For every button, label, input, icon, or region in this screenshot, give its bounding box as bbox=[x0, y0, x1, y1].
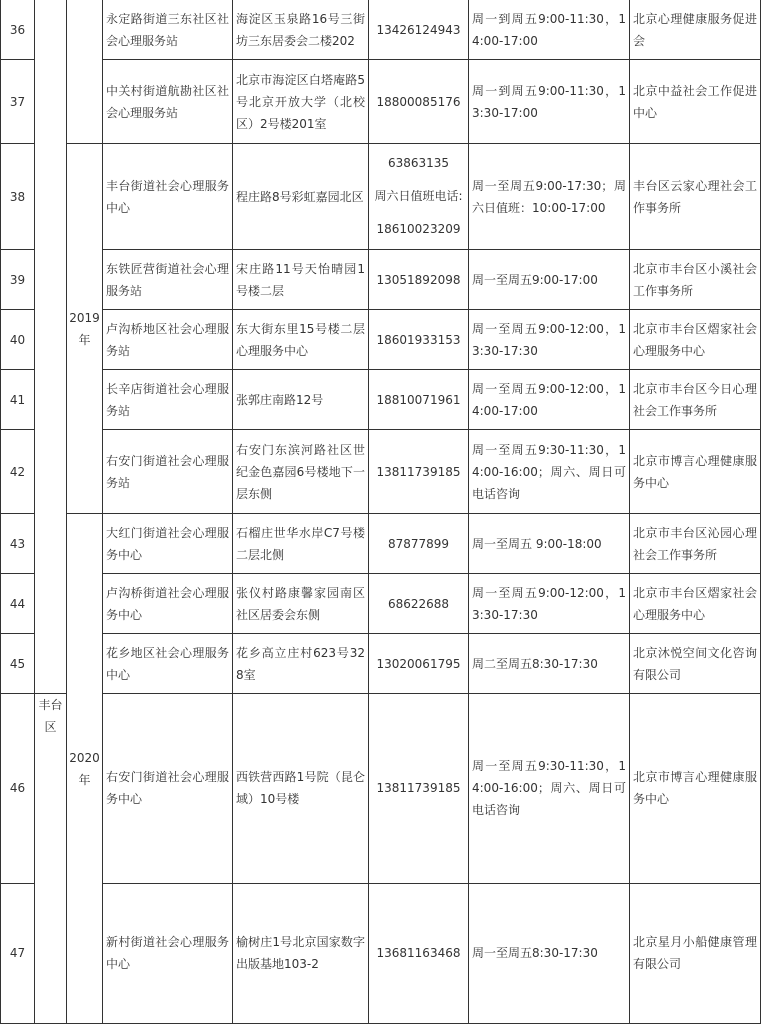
station-name: 大红门街道社会心理服务中心 bbox=[103, 514, 233, 574]
row-number: 39 bbox=[1, 250, 35, 310]
table-row bbox=[1, 514, 761, 574]
station-name: 右安门街道社会心理服务站 bbox=[103, 430, 233, 514]
phone-line: 13051892098 bbox=[376, 272, 461, 287]
service-org: 北京市丰台区沁园心理社会工作事务所 bbox=[630, 514, 761, 574]
table-row bbox=[1, 144, 761, 250]
table-row bbox=[1, 694, 761, 884]
row-number: 46 bbox=[1, 694, 35, 884]
table-row bbox=[1, 634, 761, 694]
service-org: 北京中益社会工作促进中心 bbox=[630, 60, 761, 144]
year-cell: 2020年 bbox=[67, 514, 103, 1024]
district-cell: 丰台区 bbox=[35, 694, 67, 1024]
station-phone bbox=[369, 60, 469, 144]
service-hours: 周一至周五9:00-17:30；周六日值班：10:00-17:00 bbox=[469, 144, 630, 250]
service-org: 北京市丰台区熠家社会心理服务中心 bbox=[630, 310, 761, 370]
service-org: 北京市丰台区小溪社会工作事务所 bbox=[630, 250, 761, 310]
table-row bbox=[1, 574, 761, 634]
phone-line: 68622688 bbox=[387, 596, 450, 611]
station-phone bbox=[369, 144, 469, 250]
service-hours: 周一到周五9:00-11:30，14:00-17:00 bbox=[469, 0, 630, 60]
phone-line: 13811739185 bbox=[376, 464, 461, 479]
station-name: 卢沟桥地区社会心理服务站 bbox=[103, 310, 233, 370]
service-hours: 周二至周五8:30-17:30 bbox=[469, 634, 630, 694]
row-number: 41 bbox=[1, 370, 35, 430]
table-row bbox=[1, 883, 761, 1023]
service-org: 北京沐悦空间文化咨询有限公司 bbox=[630, 634, 761, 694]
station-address: 张仪村路康馨家园南区社区居委会东侧 bbox=[233, 574, 369, 634]
station-phone bbox=[369, 0, 469, 60]
year-cell: 2019年 bbox=[67, 144, 103, 514]
station-name: 东铁匠营街道社会心理服务站 bbox=[103, 250, 233, 310]
row-number: 40 bbox=[1, 310, 35, 370]
phone-line: 18810071961 bbox=[376, 392, 461, 407]
station-address: 花乡高立庄村623号328室 bbox=[233, 634, 369, 694]
station-address: 东大街东里15号楼二层心理服务中心 bbox=[233, 310, 369, 370]
station-phone bbox=[369, 250, 469, 310]
phone-line: 周六日值班电话: bbox=[374, 189, 463, 203]
service-hours: 周一至周五9:00-12:00，13:30-17:30 bbox=[469, 310, 630, 370]
station-name: 长辛店街道社会心理服务站 bbox=[103, 370, 233, 430]
row-number: 44 bbox=[1, 574, 35, 634]
table-row bbox=[1, 370, 761, 430]
service-org: 北京市博言心理健康服务中心 bbox=[630, 430, 761, 514]
table-row bbox=[1, 310, 761, 370]
station-phone bbox=[369, 634, 469, 694]
service-org: 北京市博言心理健康服务中心 bbox=[630, 694, 761, 884]
station-phone bbox=[369, 883, 469, 1023]
station-phone bbox=[369, 370, 469, 430]
station-address: 程庄路8号彩虹嘉园北区 bbox=[233, 144, 369, 250]
row-number: 43 bbox=[1, 514, 35, 574]
row-number: 42 bbox=[1, 430, 35, 514]
year-cell bbox=[67, 0, 103, 144]
phone-line: 63863135 bbox=[387, 156, 450, 170]
station-name: 卢沟桥街道社会心理服务中心 bbox=[103, 574, 233, 634]
service-hours: 周一至周五9:00-12:00，14:00-17:00 bbox=[469, 370, 630, 430]
station-address: 张郭庄南路12号 bbox=[233, 370, 369, 430]
phone-line: 87877899 bbox=[387, 536, 450, 551]
row-number: 38 bbox=[1, 144, 35, 250]
phone-line: 18800085176 bbox=[376, 94, 461, 109]
station-address: 海淀区玉泉路16号三街坊三东居委会二楼202 bbox=[233, 0, 369, 60]
station-name: 新村街道社会心理服务中心 bbox=[103, 883, 233, 1023]
service-org: 北京市丰台区熠家社会心理服务中心 bbox=[630, 574, 761, 634]
table-row bbox=[1, 250, 761, 310]
service-hours: 周一至周五9:30-11:30，14:00-16:00；周六、周日可电话咨询 bbox=[469, 430, 630, 514]
station-address: 榆树庄1号北京国家数字出版基地103-2 bbox=[233, 883, 369, 1023]
station-address: 右安门东滨河路社区世纪金色嘉园6号楼地下一层东侧 bbox=[233, 430, 369, 514]
station-name: 花乡地区社会心理服务中心 bbox=[103, 634, 233, 694]
phone-line: 13426124943 bbox=[376, 22, 461, 37]
station-address: 石榴庄世华水岸C7号楼二层北侧 bbox=[233, 514, 369, 574]
station-phone bbox=[369, 694, 469, 884]
station-name: 丰台街道社会心理服务中心 bbox=[103, 144, 233, 250]
service-hours: 周一至周五9:30-11:30，14:00-16:00；周六、周日可电话咨询 bbox=[469, 694, 630, 884]
table-row bbox=[1, 430, 761, 514]
table-body bbox=[1, 0, 761, 1024]
service-org: 北京星月小船健康管理有限公司 bbox=[630, 883, 761, 1023]
service-hours: 周一至周五9:00-17:00 bbox=[469, 250, 630, 310]
service-org: 北京市丰台区今日心理社会工作事务所 bbox=[630, 370, 761, 430]
station-address: 宋庄路11号天怡晴园1号楼二层 bbox=[233, 250, 369, 310]
station-phone bbox=[369, 310, 469, 370]
table-row bbox=[1, 0, 761, 60]
row-number: 45 bbox=[1, 634, 35, 694]
table-row bbox=[1, 60, 761, 144]
station-address: 西铁营西路1号院（昆仑域）10号楼 bbox=[233, 694, 369, 884]
row-number: 36 bbox=[1, 0, 35, 60]
station-phone bbox=[369, 514, 469, 574]
station-phone bbox=[369, 430, 469, 514]
service-org: 北京心理健康服务促进会 bbox=[630, 0, 761, 60]
phone-line: 13811739185 bbox=[376, 781, 461, 796]
service-hours: 周一到周五9:00-11:30，13:30-17:00 bbox=[469, 60, 630, 144]
phone-line: 18601933153 bbox=[376, 332, 461, 347]
service-hours: 周一至周五8:30-17:30 bbox=[469, 883, 630, 1023]
station-address: 北京市海淀区白塔庵路5号北京开放大学（北校区）2号楼201室 bbox=[233, 60, 369, 144]
phone-line: 13020061795 bbox=[376, 656, 461, 671]
phone-line: 13681163468 bbox=[376, 946, 461, 961]
row-number: 47 bbox=[1, 883, 35, 1023]
service-hours: 周一至周五 9:00-18:00 bbox=[469, 514, 630, 574]
station-phone bbox=[369, 574, 469, 634]
station-name: 右安门街道社会心理服务中心 bbox=[103, 694, 233, 884]
station-name: 中关村街道航勘社区社会心理服务站 bbox=[103, 60, 233, 144]
service-org: 丰台区云家心理社会工作事务所 bbox=[630, 144, 761, 250]
row-number: 37 bbox=[1, 60, 35, 144]
service-hours: 周一至周五9:00-12:00，13:30-17:30 bbox=[469, 574, 630, 634]
district-cell bbox=[35, 0, 67, 694]
phone-line: 18610023209 bbox=[376, 222, 461, 236]
station-name: 永定路街道三东社区社会心理服务站 bbox=[103, 0, 233, 60]
